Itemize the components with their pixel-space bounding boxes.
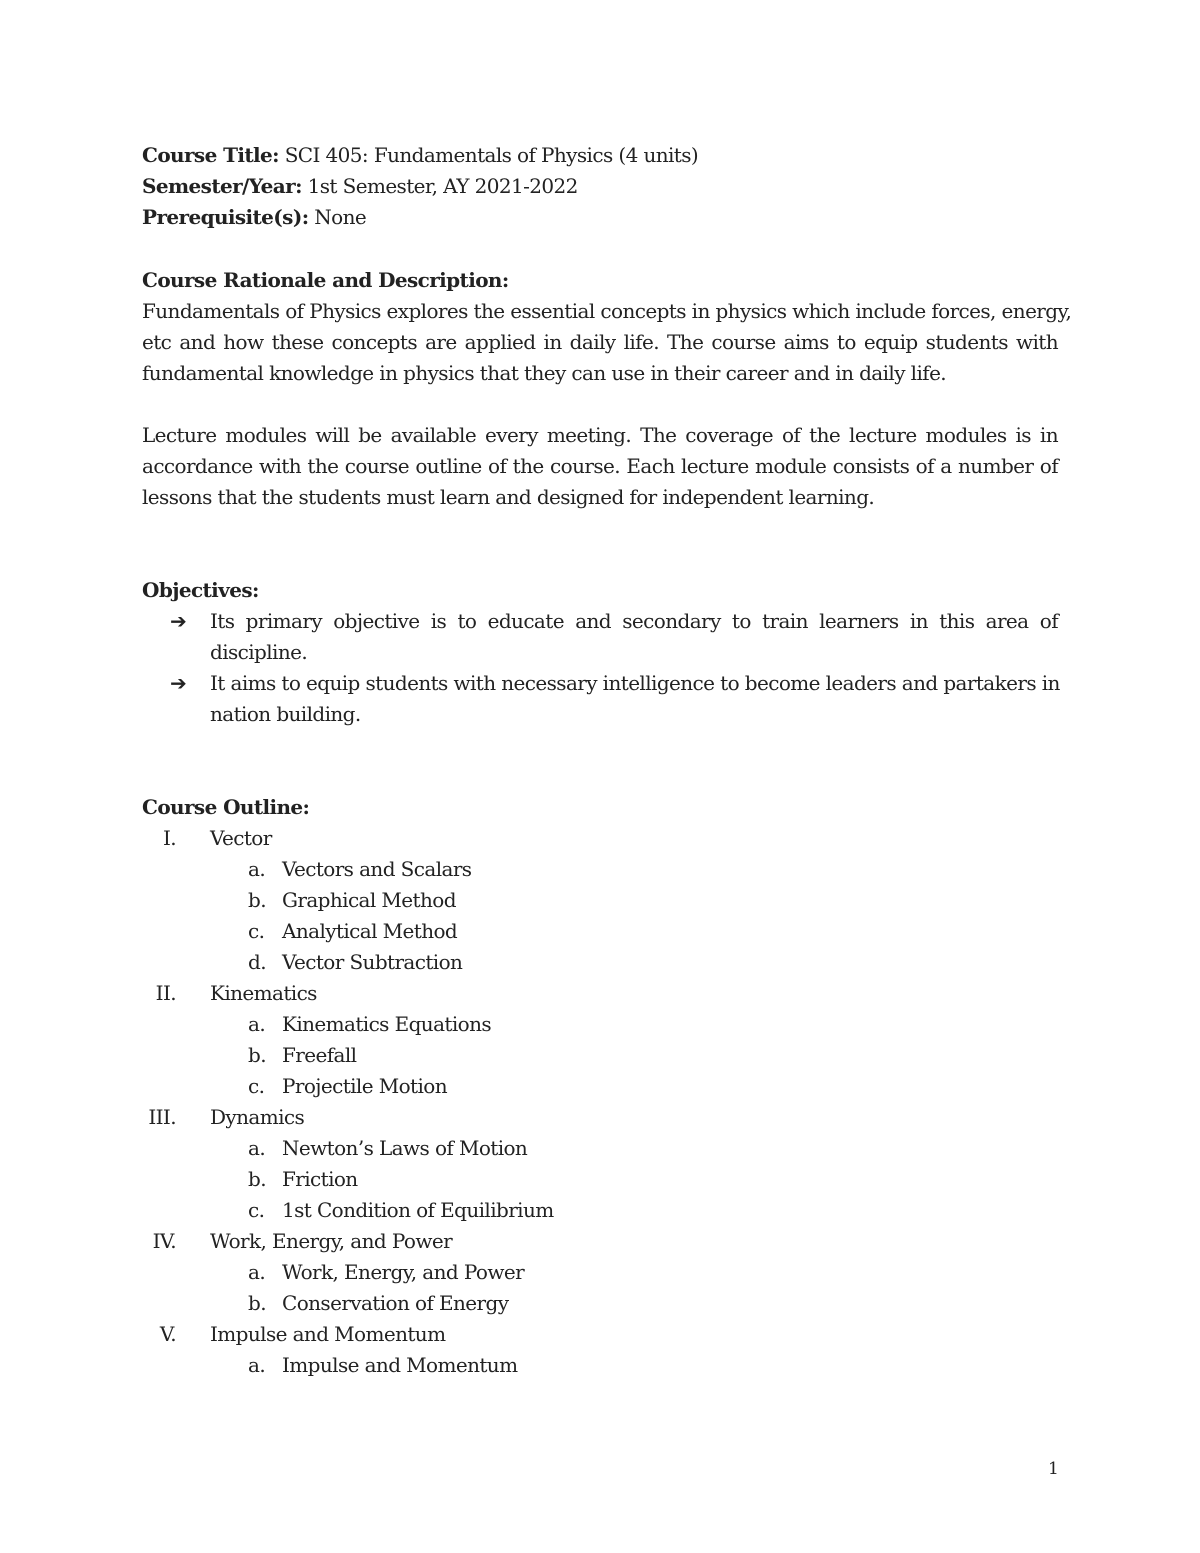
rationale-p1-line-1: Fundamentals of Physics explores the essential concepts in physics which include forces, energy, (142, 299, 1072, 323)
prerequisite-label: Prerequisite(s): (142, 205, 309, 229)
subtopic-text: Friction (282, 1167, 358, 1191)
subtopic-text: Conservation of Energy (282, 1291, 509, 1315)
subtopic-text: Vectors and Scalars (282, 857, 472, 881)
objective-1-line-1: Its primary objective is to educate and secondary to train learners in this area of (210, 609, 1058, 633)
objective-1-line-2: discipline. (210, 640, 308, 664)
subtopic-letter: b. (248, 888, 266, 912)
arrow-right-icon: ➔ (170, 671, 187, 695)
rationale-heading: Course Rationale and Description: (142, 268, 509, 292)
subtopic-text: Impulse and Momentum (282, 1353, 518, 1377)
prerequisite-line (142, 202, 366, 233)
subtopic-letter: c. (248, 919, 265, 943)
subtopic-letter: c. (248, 1074, 265, 1098)
topic-title: Dynamics (210, 1105, 305, 1129)
subtopic-text: Projectile Motion (282, 1074, 447, 1098)
subtopic-letter: a. (248, 1136, 266, 1160)
subtopic-text: 1st Condition of Equilibrium (282, 1198, 554, 1222)
rationale-p2-line-3: lessons that the students must learn and designed for independent learning. (142, 485, 875, 509)
semester-value: 1st Semester, AY 2021-2022 (307, 174, 578, 198)
outline-heading: Course Outline: (142, 795, 310, 819)
subtopic-text: Vector Subtraction (282, 950, 463, 974)
subtopic-text: Kinematics Equations (282, 1012, 492, 1036)
subtopic-letter: a. (248, 1260, 266, 1284)
rationale-p2-line-1: Lecture modules will be available every meeting. The coverage of the lecture modules is in (142, 423, 1058, 447)
semester-line (142, 171, 578, 202)
subtopic-letter: a. (248, 1012, 266, 1036)
subtopic-letter: b. (248, 1167, 266, 1191)
subtopic-letter: a. (248, 1353, 266, 1377)
course-title-label: Course Title: (142, 143, 279, 167)
subtopic-letter: a. (248, 857, 266, 881)
objective-2-line-2: nation building. (210, 702, 361, 726)
topic-numeral: V. (159, 1322, 176, 1346)
subtopic-letter: d. (248, 950, 266, 974)
objective-2-line-1: It aims to equip students with necessary intelligence to become leaders and partakers in (210, 671, 1060, 695)
subtopic-text: Newton’s Laws of Motion (282, 1136, 528, 1160)
topic-title: Work, Energy, and Power (210, 1229, 453, 1253)
topic-numeral: I. (162, 826, 176, 850)
subtopic-letter: b. (248, 1291, 266, 1315)
subtopic-letter: b. (248, 1043, 266, 1067)
prerequisite-value: None (314, 205, 367, 229)
topic-title: Kinematics (210, 981, 317, 1005)
rationale-p1-line-3: fundamental knowledge in physics that they can use in their career and in daily life. (142, 361, 947, 385)
course-title-value: SCI 405: Fundamentals of Physics (4 units) (284, 143, 699, 167)
rationale-p2-line-2: accordance with the course outline of the course. Each lecture module consists of a number of (142, 454, 1058, 478)
subtopic-text: Analytical Method (282, 919, 458, 943)
objectives-heading: Objectives: (142, 578, 259, 602)
semester-label: Semester/Year: (142, 174, 302, 198)
topic-title: Impulse and Momentum (210, 1322, 446, 1346)
subtopic-letter: c. (248, 1198, 265, 1222)
subtopic-text: Graphical Method (282, 888, 456, 912)
rationale-p1-line-2: etc and how these concepts are applied in daily life. The course aims to equip students with (142, 330, 1058, 354)
topic-numeral: III. (148, 1105, 176, 1129)
arrow-right-icon: ➔ (170, 609, 187, 633)
page-number: 1 (1048, 1459, 1059, 1479)
topic-numeral: IV. (152, 1229, 176, 1253)
topic-numeral: II. (155, 981, 176, 1005)
topic-title: Vector (210, 826, 272, 850)
subtopic-text: Freefall (282, 1043, 357, 1067)
subtopic-text: Work, Energy, and Power (282, 1260, 525, 1284)
course-title-line (142, 140, 698, 171)
